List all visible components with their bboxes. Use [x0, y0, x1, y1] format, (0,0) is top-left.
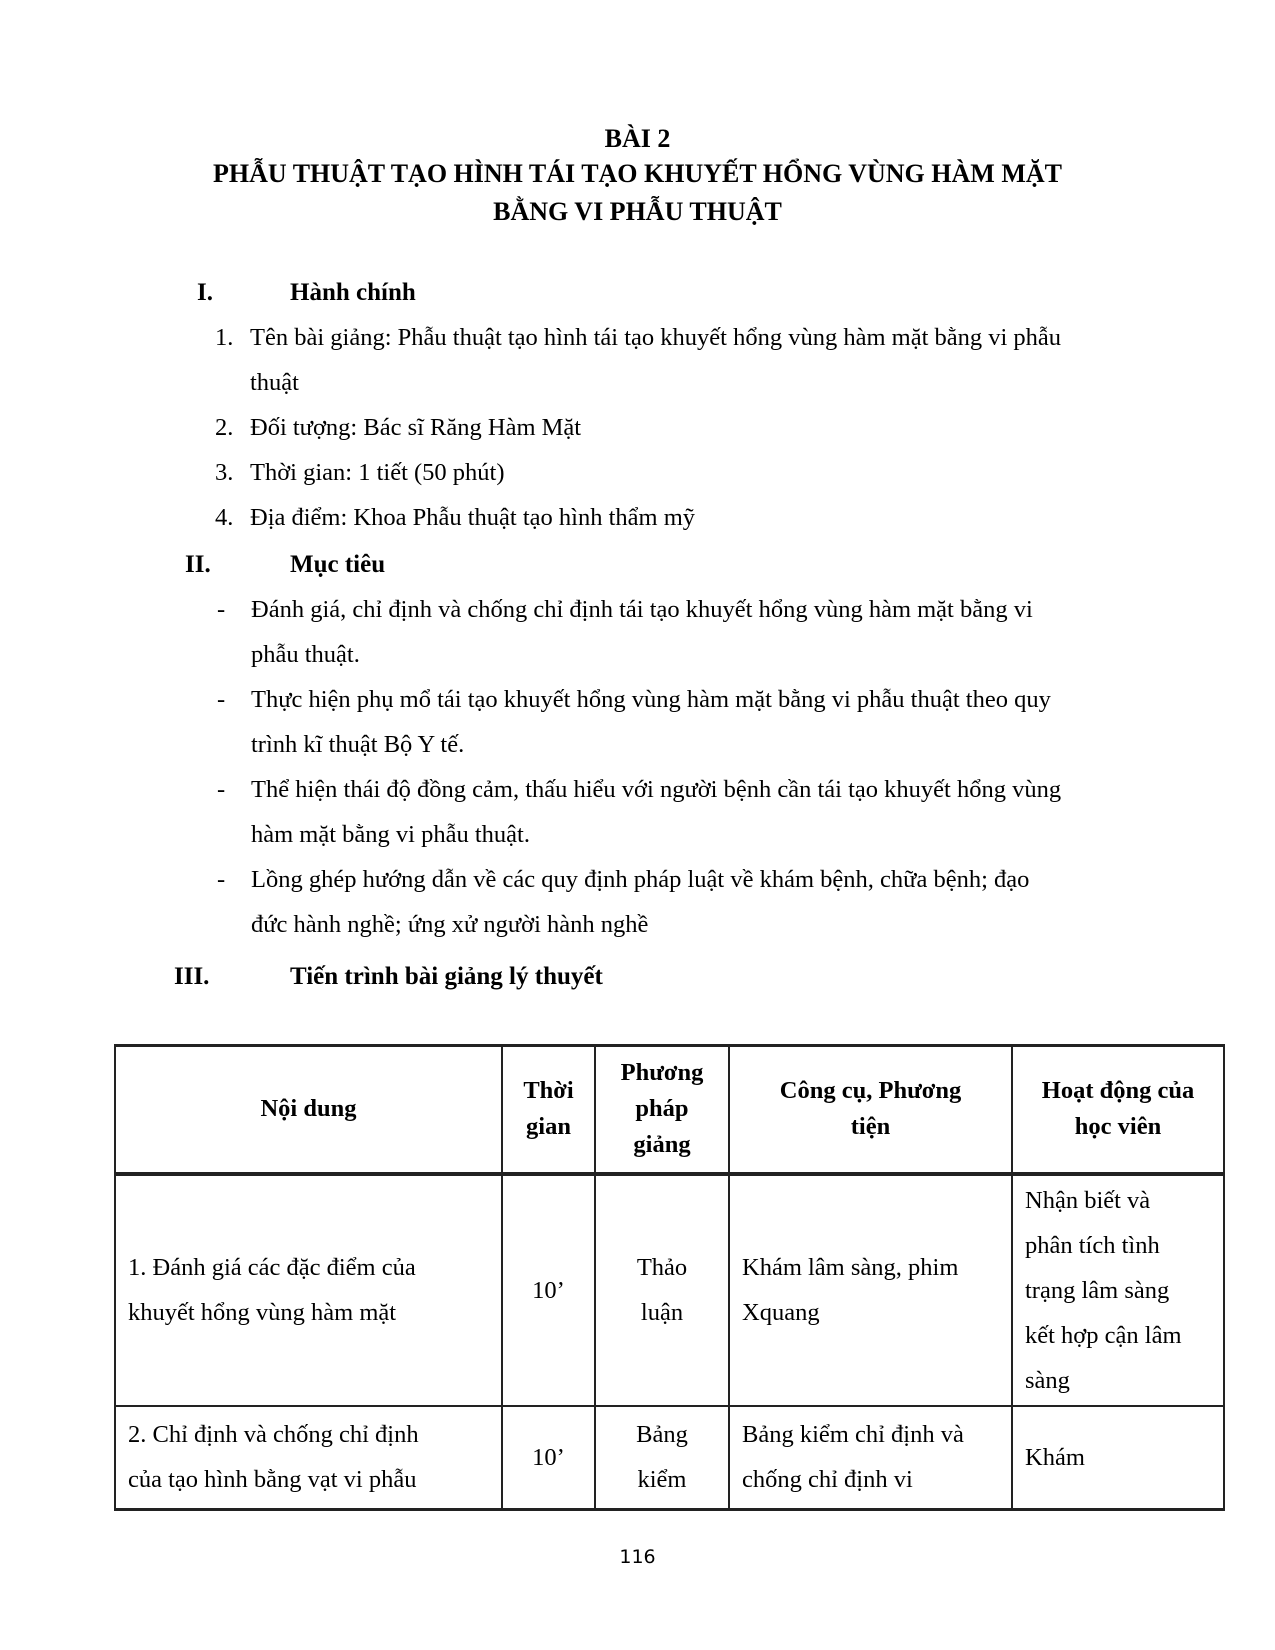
cell-tools: Khám lâm sàng, phim Xquang	[729, 1174, 1012, 1406]
lesson-plan-table	[114, 1044, 1225, 1511]
list-item-audience: Đối tượng: Bác sĩ Răng Hàm Mặt	[250, 414, 582, 441]
objective-item: Thể hiện thái độ đồng cảm, thấu hiểu với người bệnh cần tái tạo khuyết hổng vùng	[251, 776, 1062, 803]
cell-time: 10’	[502, 1174, 595, 1406]
bullet-dash: -	[217, 686, 226, 713]
page-number: 116	[619, 1546, 656, 1568]
objective-item: Thực hiện phụ mổ tái tạo khuyết hổng vùng hàm mặt bằng vi phẫu thuật theo quy	[251, 686, 1051, 713]
cell-activity: Khám	[1012, 1406, 1224, 1510]
objective-item: Đánh giá, chỉ định và chống chỉ định tái tạo khuyết hổng vùng hàm mặt bằng vi	[251, 596, 1033, 623]
objective-item-cont: hàm mặt bằng vi phẫu thuật.	[251, 821, 530, 848]
list-item-lecture-name-cont: thuật	[250, 369, 299, 396]
list-marker: 4.	[215, 504, 234, 531]
cell-method: Thảo luận	[595, 1174, 729, 1406]
header-time: Thời gian	[502, 1046, 595, 1174]
table-header-row	[115, 1046, 1224, 1174]
cell-tools: Bảng kiểm chỉ định và chống chỉ định vi	[729, 1406, 1012, 1510]
section-number-objectives: II.	[185, 551, 211, 578]
bullet-dash: -	[217, 596, 226, 623]
header-method: Phương pháp giảng	[595, 1046, 729, 1174]
objective-item-cont: trình kĩ thuật Bộ Y tế.	[251, 731, 465, 758]
header-tools: Công cụ, Phương tiện	[729, 1046, 1012, 1174]
lesson-title-line-2: BẰNG VI PHẪU THUẬT	[493, 197, 782, 226]
list-marker: 1.	[215, 324, 234, 351]
section-heading-objectives: Mục tiêu	[290, 551, 386, 578]
lesson-title-line-1: PHẪU THUẬT TẠO HÌNH TÁI TẠO KHUYẾT HỔNG VÙNG HÀM MẶT	[213, 159, 1062, 188]
header-activity: Hoạt động của học viên	[1012, 1046, 1224, 1174]
table-row	[115, 1406, 1224, 1510]
list-item-duration: Thời gian: 1 tiết (50 phút)	[250, 459, 505, 486]
section-number-admin: I.	[197, 279, 213, 306]
list-marker: 3.	[215, 459, 234, 486]
list-item-location: Địa điểm: Khoa Phẫu thuật tạo hình thẩm mỹ	[250, 504, 696, 531]
table-row	[115, 1174, 1224, 1406]
lesson-number: BÀI 2	[604, 124, 671, 153]
list-marker: 2.	[215, 414, 234, 441]
objective-item-cont: phẫu thuật.	[251, 641, 360, 668]
objective-item-cont: đức hành nghề; ứng xử người hành nghề	[251, 911, 649, 938]
section-number-progress: III.	[174, 963, 210, 990]
cell-time: 10’	[502, 1406, 595, 1510]
list-item-lecture-name: Tên bài giảng: Phẫu thuật tạo hình tái tạo khuyết hổng vùng hàm mặt bằng vi phẫu	[250, 324, 1062, 351]
bullet-dash: -	[217, 776, 226, 803]
cell-content: 2. Chỉ định và chống chỉ định của tạo hình bằng vạt vi phẫu	[115, 1406, 502, 1510]
cell-activity: Nhận biết và phân tích tình trạng lâm sàng kết hợp cận lâm sàng	[1012, 1174, 1224, 1406]
objective-item: Lồng ghép hướng dẫn về các quy định pháp luật về khám bệnh, chữa bệnh; đạo	[251, 866, 1030, 893]
section-heading-admin: Hành chính	[290, 279, 416, 306]
cell-method: Bảng kiểm	[595, 1406, 729, 1510]
cell-content: 1. Đánh giá các đặc điểm của khuyết hổng vùng hàm mặt	[115, 1174, 502, 1406]
section-heading-progress: Tiến trình bài giảng lý thuyết	[290, 963, 603, 990]
header-content: Nội dung	[115, 1046, 502, 1174]
bullet-dash: -	[217, 866, 226, 893]
